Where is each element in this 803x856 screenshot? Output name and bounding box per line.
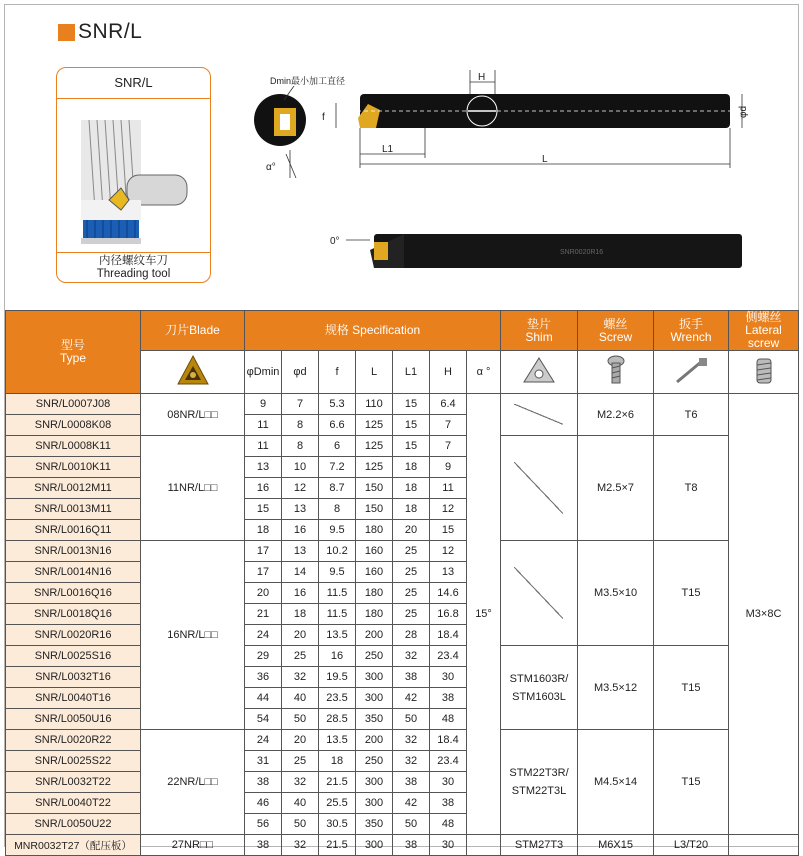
spec-cell: 18: [282, 604, 319, 625]
spec-cell: 13: [282, 541, 319, 562]
l1-label: L1: [382, 144, 394, 155]
last-alpha-cell: [467, 835, 501, 856]
spec-cell: 12: [282, 478, 319, 499]
spec-cell: 9: [245, 394, 282, 415]
table-row-last: [6, 835, 799, 856]
dmin-label: Dmin最小加工直径: [270, 76, 346, 86]
title-text: SNR/L: [78, 20, 143, 43]
type-cell: SNR/L0040T16: [6, 688, 141, 709]
spec-cell: 13: [430, 562, 467, 583]
spec-cell: 350: [356, 814, 393, 835]
screw-icon: [578, 351, 654, 394]
spec-cell: 11: [430, 478, 467, 499]
spec-cell: 17: [245, 541, 282, 562]
shim-header-en: Shim: [525, 329, 553, 344]
spec-cell: 24: [245, 625, 282, 646]
caption-cn: 内径螺纹车刀: [99, 255, 168, 267]
type-header: [6, 311, 141, 394]
spec-cell: 28.5: [319, 709, 356, 730]
table-row: [6, 541, 799, 562]
spec-cell: 300: [356, 772, 393, 793]
spec-cell: 180: [356, 583, 393, 604]
spec-cell: 16.8: [430, 604, 467, 625]
spec-cell: 18.4: [430, 625, 467, 646]
spec-cell: 6.6: [319, 415, 356, 436]
sub-alpha: α °: [467, 351, 501, 394]
spec-cell: 40: [282, 793, 319, 814]
spec-cell: 11: [245, 415, 282, 436]
type-header-en: Type: [59, 351, 86, 365]
spec-cell: 11: [245, 436, 282, 457]
last-d-cell: 32: [282, 835, 319, 856]
spec-cell: 25: [282, 751, 319, 772]
l-label: L: [542, 154, 548, 165]
wrench-cell: T15: [654, 646, 729, 730]
last-l-cell: 300: [356, 835, 393, 856]
screw-header-cn: 螺丝: [603, 316, 628, 331]
wrench-header-cn: 扳手: [679, 316, 704, 331]
spec-cell: 150: [356, 499, 393, 520]
table-row: [6, 730, 799, 751]
type-cell: SNR/L0016Q16: [6, 583, 141, 604]
spec-cell: 10: [282, 457, 319, 478]
type-cell: SNR/L0007J08: [6, 394, 141, 415]
type-cell: SNR/L0016Q11: [6, 520, 141, 541]
sub-f: f: [319, 351, 356, 394]
shim-header: [501, 311, 578, 351]
lateral-cell: M3×8C: [729, 394, 799, 835]
tool-photo: [330, 226, 750, 276]
spec-cell: 29: [245, 646, 282, 667]
spec-cell: 13.5: [319, 625, 356, 646]
last-blade-cell: 27NR□□: [141, 835, 245, 856]
spec-cell: 180: [356, 604, 393, 625]
spec-cell: 20: [245, 583, 282, 604]
spec-cell: 14.6: [430, 583, 467, 604]
spec-cell: 18.4: [430, 730, 467, 751]
spec-cell: 25: [393, 541, 430, 562]
spec-cell: 6: [319, 436, 356, 457]
spec-cell: 9.5: [319, 562, 356, 583]
spec-cell: 38: [393, 772, 430, 793]
zero-label: 0°: [330, 236, 340, 247]
caption-en: Threading tool: [96, 268, 171, 280]
screw-cell: M4.5×14: [578, 730, 654, 835]
table-row: [6, 646, 799, 667]
spec-cell: 32: [282, 772, 319, 793]
spec-cell: 50: [282, 814, 319, 835]
screw-cell: M3.5×12: [578, 646, 654, 730]
spec-cell: 32: [393, 751, 430, 772]
screw-cell: M2.2×6: [578, 394, 654, 436]
type-cell: SNR/L0020R22: [6, 730, 141, 751]
type-cell: SNR/L0020R16: [6, 625, 141, 646]
blade-cell: 16NR/L□□: [141, 541, 245, 730]
tool-illustration: [81, 120, 191, 270]
wrench-cell: T6: [654, 394, 729, 436]
spec-cell: 24: [245, 730, 282, 751]
screw-header-en: Screw: [598, 329, 633, 344]
spec-cell: 160: [356, 541, 393, 562]
spec-cell: 23.4: [430, 646, 467, 667]
blade-cell: 22NR/L□□: [141, 730, 245, 835]
shim-cell: STM1603R/ STM1603L: [501, 646, 578, 730]
card-caption: [57, 252, 210, 282]
type-cell: SNR/L0008K11: [6, 436, 141, 457]
type-cell: SNR/L0014N16: [6, 562, 141, 583]
spec-cell: 250: [356, 646, 393, 667]
spec-cell: 13.5: [319, 730, 356, 751]
f-label: f: [322, 112, 325, 123]
spec-cell: 30: [430, 772, 467, 793]
photo-marking: SNR0020R16: [560, 249, 604, 256]
lateral-header: [729, 311, 799, 351]
spec-cell: 15: [393, 415, 430, 436]
spec-cell: 250: [356, 751, 393, 772]
type-cell: SNR/L0040T22: [6, 793, 141, 814]
spec-cell: 42: [393, 688, 430, 709]
spec-cell: 15: [245, 499, 282, 520]
spec-cell: 17: [245, 562, 282, 583]
alpha-label: α°: [266, 162, 276, 173]
spec-cell: 7.2: [319, 457, 356, 478]
spec-cell: 25: [393, 604, 430, 625]
spec-cell: 11.5: [319, 583, 356, 604]
d-label: φd: [738, 105, 749, 118]
wrench-header: [654, 311, 729, 351]
spec-cell: 11.5: [319, 604, 356, 625]
last-f-cell: 21.5: [319, 835, 356, 856]
card-title: SNR/L: [57, 68, 210, 99]
spec-cell: 9.5: [319, 520, 356, 541]
spec-cell: 23.5: [319, 688, 356, 709]
sub-d: φd: [282, 351, 319, 394]
spec-cell: 18: [319, 751, 356, 772]
spec-cell: 19.5: [319, 667, 356, 688]
shim-cell: STM22T3R/ STM22T3L: [501, 730, 578, 835]
blade-header: 刀片Blade: [141, 311, 245, 351]
spec-cell: 300: [356, 793, 393, 814]
spec-cell: 15: [393, 436, 430, 457]
spec-cell: 8: [319, 499, 356, 520]
type-cell: SNR/L0025S16: [6, 646, 141, 667]
spec-cell: 300: [356, 688, 393, 709]
spec-cell: 13: [245, 457, 282, 478]
spec-cell: 14: [282, 562, 319, 583]
screw-header: [578, 311, 654, 351]
wrench-cell: T8: [654, 436, 729, 541]
title-marker: [58, 24, 75, 41]
wrench-icon: [654, 351, 729, 394]
last-h-cell: 30: [430, 835, 467, 856]
spec-cell: 30.5: [319, 814, 356, 835]
type-cell: SNR/L0025S22: [6, 751, 141, 772]
last-shim-cell: STM27T3: [501, 835, 578, 856]
wrench-cell: T15: [654, 541, 729, 646]
last-lateral-cell: [729, 835, 799, 856]
spec-cell: 8.7: [319, 478, 356, 499]
shim-cell: [501, 394, 578, 436]
spec-cell: 50: [282, 709, 319, 730]
blade-cell: 08NR/L□□: [141, 394, 245, 436]
spec-cell: 25.5: [319, 793, 356, 814]
spec-cell: 21.5: [319, 772, 356, 793]
last-dmin-cell: 38: [245, 835, 282, 856]
spec-cell: 32: [282, 667, 319, 688]
spec-cell: 36: [245, 667, 282, 688]
sub-l1: L1: [393, 351, 430, 394]
spec-cell: 18: [245, 520, 282, 541]
screw-cell: M3.5×10: [578, 541, 654, 646]
spec-cell: 20: [282, 625, 319, 646]
wrench-header-en: Wrench: [670, 329, 712, 344]
type-cell: SNR/L0008K08: [6, 415, 141, 436]
lateral-header-cn: 侧螺丝: [745, 310, 782, 324]
spec-cell: 16: [282, 520, 319, 541]
spec-cell: 200: [356, 730, 393, 751]
spec-cell: 32: [393, 730, 430, 751]
spec-cell: 10.2: [319, 541, 356, 562]
spec-cell: 48: [430, 814, 467, 835]
spec-cell: 44: [245, 688, 282, 709]
spec-cell: 54: [245, 709, 282, 730]
spec-cell: 125: [356, 457, 393, 478]
spec-cell: 38: [245, 772, 282, 793]
sub-dmin: φDmin: [245, 351, 282, 394]
spec-cell: 350: [356, 709, 393, 730]
technical-drawing: [250, 68, 750, 188]
spec-cell: 42: [393, 793, 430, 814]
spec-cell: 18: [393, 499, 430, 520]
spec-cell: 9: [430, 457, 467, 478]
type-cell: SNR/L0010K11: [6, 457, 141, 478]
spec-cell: 6.4: [430, 394, 467, 415]
type-cell: SNR/L0050U22: [6, 814, 141, 835]
table-row: [6, 394, 799, 415]
screw-cell: M2.5×7: [578, 436, 654, 541]
shim-header-cn: 垫片: [527, 316, 552, 331]
spec-cell: 16: [245, 478, 282, 499]
spec-cell: 38: [430, 793, 467, 814]
spec-cell: 38: [393, 667, 430, 688]
spec-cell: 160: [356, 562, 393, 583]
spec-cell: 180: [356, 520, 393, 541]
alpha-cell: 15°: [467, 394, 501, 835]
spec-cell: 16: [282, 583, 319, 604]
sub-l: L: [356, 351, 393, 394]
spec-cell: 20: [393, 520, 430, 541]
spec-cell: 18: [393, 457, 430, 478]
type-cell: SNR/L0012M11: [6, 478, 141, 499]
type-cell: SNR/L0032T22: [6, 772, 141, 793]
spec-cell: 50: [393, 709, 430, 730]
spec-header: 规格 Specification: [245, 311, 501, 351]
page-title: [58, 20, 142, 44]
type-cell: SNR/L0013N16: [6, 541, 141, 562]
spec-cell: 12: [430, 499, 467, 520]
lateral-header-en: Lateral screw: [745, 323, 782, 350]
type-cell: SNR/L0032T16: [6, 667, 141, 688]
spec-cell: 21: [245, 604, 282, 625]
spec-cell: 15: [393, 394, 430, 415]
spec-cell: 16: [319, 646, 356, 667]
spec-cell: 40: [282, 688, 319, 709]
sub-h: H: [430, 351, 467, 394]
spec-cell: 18: [393, 478, 430, 499]
spec-cell: 20: [282, 730, 319, 751]
tool-card: [56, 67, 211, 283]
spec-cell: 110: [356, 394, 393, 415]
spec-cell: 200: [356, 625, 393, 646]
spec-cell: 23.4: [430, 751, 467, 772]
shim-cell: [501, 541, 578, 646]
spec-cell: 8: [282, 415, 319, 436]
spec-cell: 15: [430, 520, 467, 541]
spec-cell: 25: [282, 646, 319, 667]
type-cell: SNR/L0018Q16: [6, 604, 141, 625]
spec-cell: 31: [245, 751, 282, 772]
spec-table: [5, 310, 799, 856]
spec-cell: 7: [430, 415, 467, 436]
spec-cell: 7: [430, 436, 467, 457]
spec-cell: 38: [430, 688, 467, 709]
spec-cell: 30: [430, 667, 467, 688]
lateral-screw-icon: [729, 351, 799, 394]
type-cell: SNR/L0013M11: [6, 499, 141, 520]
spec-cell: 5.3: [319, 394, 356, 415]
type-cell: SNR/L0050U16: [6, 709, 141, 730]
spec-cell: 125: [356, 415, 393, 436]
table-row: [6, 436, 799, 457]
spec-cell: 28: [393, 625, 430, 646]
spec-cell: 46: [245, 793, 282, 814]
last-type-cell: MNR0032T27（配压板）: [6, 835, 141, 856]
wrench-cell: T15: [654, 730, 729, 835]
spec-cell: 56: [245, 814, 282, 835]
shim-icon: [501, 351, 578, 394]
spec-cell: 25: [393, 583, 430, 604]
spec-cell: 8: [282, 436, 319, 457]
blade-icon: [141, 351, 245, 394]
last-wrench-cell: L3/T20: [654, 835, 729, 856]
spec-cell: 32: [393, 646, 430, 667]
blade-cell: 11NR/L□□: [141, 436, 245, 541]
h-label: H: [478, 72, 486, 83]
type-header-cn: 型号: [60, 338, 85, 352]
spec-cell: 50: [393, 814, 430, 835]
spec-cell: 125: [356, 436, 393, 457]
spec-cell: 300: [356, 667, 393, 688]
last-screw-cell: M6X15: [578, 835, 654, 856]
spec-cell: 25: [393, 562, 430, 583]
spec-cell: 150: [356, 478, 393, 499]
last-l1-cell: 38: [393, 835, 430, 856]
spec-cell: 13: [282, 499, 319, 520]
shim-cell: [501, 436, 578, 541]
spec-cell: 12: [430, 541, 467, 562]
spec-cell: 48: [430, 709, 467, 730]
spec-cell: 7: [282, 394, 319, 415]
